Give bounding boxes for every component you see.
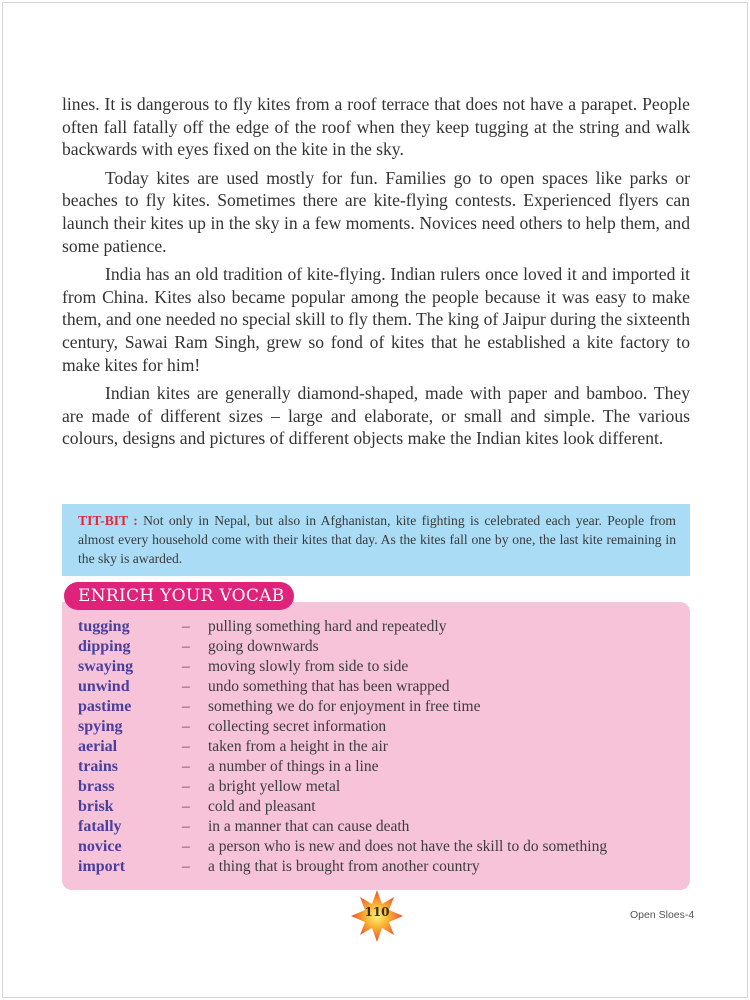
- vocab-definition: collecting secret information: [208, 718, 387, 735]
- vocab-item: [78, 817, 678, 837]
- vocab-item: [78, 837, 678, 857]
- paragraph: Today kites are used mostly for fun. Families go to open spaces like parks or beaches to fly kites. Sometimes there are kite-flying contests. Experienced flyers can launch their kites up in the sky in a few moments. Novices need others to help them, and some patience.: [62, 167, 690, 256]
- vocab-dash: –: [182, 838, 190, 855]
- vocab-item: [78, 617, 678, 637]
- page-number: 110: [364, 905, 390, 919]
- vocab-item: [78, 797, 678, 817]
- vocab-list: [78, 617, 678, 877]
- vocab-word: fatally: [78, 818, 122, 835]
- vocab-definition: moving slowly from side to side: [208, 658, 409, 675]
- vocab-dash: –: [182, 858, 190, 875]
- vocab-word: trains: [78, 758, 118, 775]
- vocab-title: ENRICH YOUR VOCAB: [64, 582, 294, 610]
- vocab-definition: taken from a height in the air: [208, 738, 388, 755]
- paragraph: India has an old tradition of kite-flying. Indian rulers once loved it and imported it from China. Kites also became popular among the people because it was easy to make them, and one needed no special skill to fly them. The king of Jaipur during the sixteenth century, Sawai Ram Singh, grew so fond of kites that he established a kite factory to make kites for him!: [62, 264, 690, 375]
- vocab-item: [78, 677, 678, 697]
- vocab-word: aerial: [78, 738, 118, 755]
- vocab-item: [78, 637, 678, 657]
- vocab-item: [78, 717, 678, 737]
- vocab-word: swaying: [78, 658, 134, 675]
- vocab-item: [78, 777, 678, 797]
- vocab-word: spying: [78, 718, 123, 735]
- vocab-definition: undo something that has been wrapped: [208, 678, 450, 695]
- vocab-item: [78, 657, 678, 677]
- vocab-word: brass: [78, 778, 115, 795]
- vocab-dash: –: [182, 818, 190, 835]
- vocab-definition: in a manner that can cause death: [208, 818, 410, 835]
- vocab-definition: cold and pleasant: [208, 798, 316, 815]
- paragraph: lines. It is dangerous to fly kites from a roof terrace that does not have a parapet. People often fall fatally off the edge of the roof when they keep tugging at the string and walk backwards with eyes fixed on the kite in the sky.: [62, 94, 690, 160]
- vocab-word: tugging: [78, 618, 130, 635]
- vocab-dash: –: [182, 758, 190, 775]
- vocab-item: [78, 697, 678, 717]
- vocab-item: [78, 737, 678, 757]
- vocab-word: import: [78, 858, 126, 875]
- titbit-label: TIT-BIT :: [78, 513, 138, 528]
- vocab-word: novice: [78, 838, 122, 855]
- vocab-definition: pulling something hard and repeatedly: [208, 618, 447, 635]
- vocab-item: [78, 857, 678, 877]
- vocab-definition: something we do for enjoyment in free time: [208, 698, 481, 715]
- vocab-definition: a bright yellow metal: [208, 778, 341, 795]
- titbit-text: Not only in Nepal, but also in Afghanistan, kite fighting is celebrated each year. People from almost every household come with their kites that day. As the kites fall one by one, the last kite remaining in the sky is awarded.: [78, 513, 676, 566]
- vocab-word: brisk: [78, 798, 114, 815]
- vocab-dash: –: [182, 698, 190, 715]
- vocab-word: pastime: [78, 698, 132, 715]
- vocab-item: [78, 757, 678, 777]
- vocab-definition: going downwards: [208, 638, 319, 655]
- vocab-word: unwind: [78, 678, 130, 695]
- vocab-dash: –: [182, 718, 190, 735]
- vocab-definition: a person who is new and does not have the skill to do something: [208, 838, 608, 855]
- titbit-box: [62, 504, 690, 576]
- vocab-dash: –: [182, 678, 190, 695]
- vocab-definition: a number of things in a line: [208, 758, 379, 775]
- vocab-definition: a thing that is brought from another country: [208, 858, 480, 875]
- vocab-dash: –: [182, 618, 190, 635]
- vocab-dash: –: [182, 658, 190, 675]
- vocab-dash: –: [182, 798, 190, 815]
- body-text: [62, 93, 690, 456]
- vocab-dash: –: [182, 638, 190, 655]
- book-title: Open Sloes-4: [630, 909, 695, 921]
- vocab-word: dipping: [78, 638, 131, 655]
- vocab-dash: –: [182, 738, 190, 755]
- vocab-dash: –: [182, 778, 190, 795]
- paragraph: Indian kites are generally diamond-shaped, made with paper and bamboo. They are made of different sizes – large and elaborate, or small and simple. The various colours, designs and pictures of different objects make the Indian kites look different.: [62, 383, 690, 449]
